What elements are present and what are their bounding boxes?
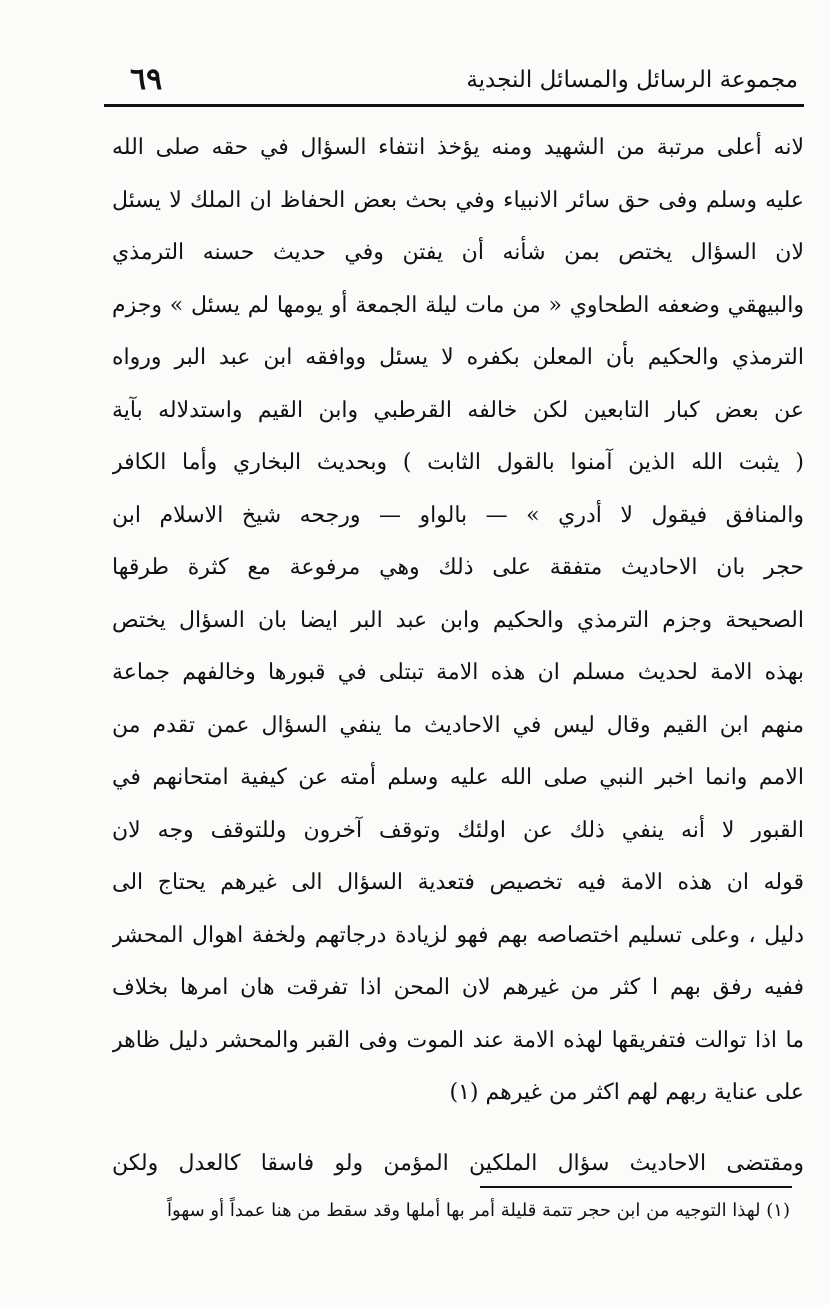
text-line: الامم وانما اخبر النبي صلى الله عليه وسلم أمته عن كيفية امتحانهم في — [112, 765, 804, 790]
text-line: عليه وسلم وفى حق سائر الانبياء وفي بحث بعض الحفاظ ان الملك لا يسئل — [112, 187, 804, 213]
text-line: ومقتضى الاحاديث سؤال الملكين المؤمن ولو فاسقا كالعدل ولكن — [112, 1151, 804, 1176]
text-line: والمنافق فيقول لا أدري » — بالواو — ورجحه شيخ الاسلام ابن — [112, 502, 804, 528]
text-line: ففيه رفق بهم ا كثر من غيرهم لان المحن اذا تفرقت هان امرها بخلاف — [112, 975, 804, 1000]
text-line: بهذه الامة لحديث مسلم ان هذه الامة تبتلى في قبورها وخالفهم جماعة — [112, 660, 804, 685]
text-line: على عناية ربهم لهم اكثر من غيرهم (١) — [449, 1080, 804, 1105]
footnote-rule — [480, 1186, 792, 1188]
text-line: قوله ان هذه الامة فيه تخصيص فتعدية السؤال الى غيرهم يحتاج الى — [112, 870, 804, 895]
text-line: منهم ابن القيم وقال ليس في الاحاديث ما ينفي السؤال عمن تقدم من — [112, 712, 804, 738]
text-line: دليل ، وعلى تسليم اختصاصه بهم فهو لزيادة درجاتهم ولخفة اهوال المحشر — [112, 922, 804, 948]
header-rule — [104, 104, 804, 107]
running-title: مجموعة الرسائل والمسائل النجدية — [466, 67, 798, 93]
text-line: والبيهقي وضعفه الطحاوي « من مات ليلة الجمعة أو يومها لم يسئل » وجزم — [112, 292, 804, 318]
footnote: (١) لهذا التوجيه من ابن حجر تتمة قليلة أمر بها أملها وقد سقط من هنا عمداً أو سهواً — [167, 1200, 790, 1221]
text-line: حجر بان الاحاديث متفقة على ذلك وهي مرفوعة مع كثرة طرقها — [112, 555, 804, 580]
paragraph-start — [112, 1138, 804, 1191]
page-number: ٦٩ — [130, 62, 163, 97]
text-line: القبور لا أنه ينفي ذلك عن اولئك وتوقف آخرون وللتوقف وجه لان — [112, 817, 804, 843]
text-line: ( يثبت الله الذين آمنوا بالقول الثابت ) وبحديث البخاري وأما الكافر — [112, 450, 804, 475]
page-header — [130, 60, 798, 100]
text-line: عن بعض كبار التابعين لكن خالفه القرطبي وابن القيم واستدلاله بآية — [112, 397, 804, 423]
text-line: ما اذا توالت فتفريقها لهذه الامة عند الموت وفى القبر والمحشر دليل ظاهر — [112, 1027, 804, 1053]
text-line: لان السؤال يختص بمن شأنه أن يفتن وفي حديث حسنه الترمذي — [112, 240, 804, 265]
body-text — [112, 122, 804, 1120]
text-line: الترمذي والحكيم بأن المعلن بكفره لا يسئل ووافقه ابن عبد البر ورواه — [112, 345, 804, 370]
text-line: الصحيحة وجزم الترمذي والحكيم وابن عبد البر ايضا بان السؤال يختص — [112, 607, 804, 633]
text-line: لانه أعلى مرتبة من الشهيد ومنه يؤخذ انتفاء السؤال في حقه صلى الله — [112, 135, 804, 160]
